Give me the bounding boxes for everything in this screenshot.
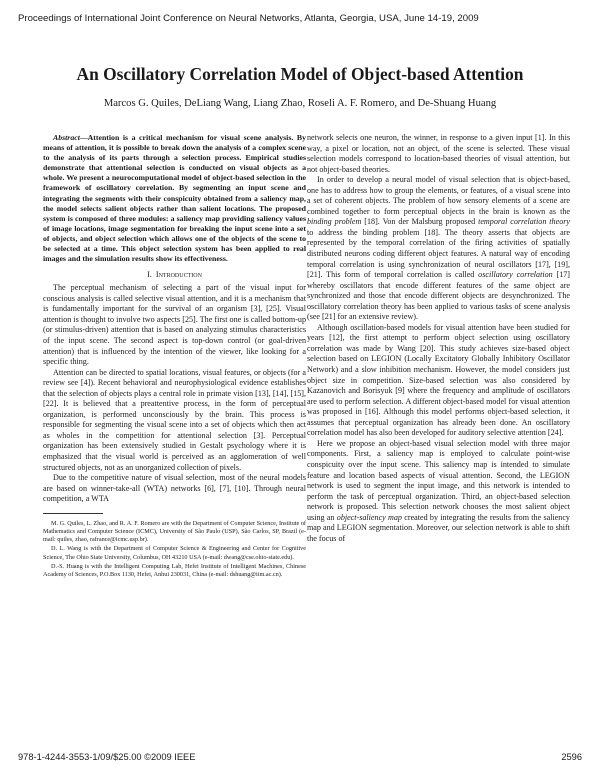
conference-header: Proceedings of International Joint Conference on Neural Networks, Atlanta, Georgia, USA, June 14-19, 2009 (18, 13, 479, 24)
section-heading-introduction (43, 270, 306, 279)
right-column (307, 133, 570, 544)
footnote: D.-S. Huang is with the Intelligent Computing Lab, Hefei Institute of Intelligent Machines, Chinese Academy of Sciences, P.O.Box 1130, Hefei, Anhui 230031, China (e-mail: dshuang@iim.ac.cn). (43, 562, 306, 578)
footnote: M. G. Quiles, L. Zhao, and R. A. F. Romero are with the Department of Computer Science, Institute of Mathematics and Computer Science (ICMC), University of São Paulo (USP), São Carlos, SP, Brazil (e-mail: quiles, zhao, rafrance@icmc.usp.br). (43, 519, 306, 544)
abstract (43, 133, 306, 264)
term-temporal-correlation: temporal correlation theory (478, 217, 570, 227)
section-title: Introduction (155, 270, 202, 280)
abstract-paragraph: Abstract—Attention is a critical mechanism for visual scene analysis. By means of attention, it is possible to break down the analysis of a complex scene to the analysis of its parts through a selection process. Empirical studies demonstrate that attentional selection is conducted on visual objects as a whole. We present a neurocomputational model of object-based selection in the framework of oscillatory correlation. By segmenting an input scene and integrating the segments with their conspicuity obtained from a saliency map, the model selects salient objects rather than salient locations. The proposed system is composed of three modules: a saliency map providing saliency values of image locations, image segmentation for breaking the input scene into a set of objects, and object selection which allows one of the objects of the scene to be selected at a time. This object selection system has been applied to real images and the simulation results show its effectiveness. (43, 133, 306, 264)
footnote: D. L. Wang is with the Department of Computer Science & Engineering and Center for Cognitive Science, The Ohio State University, Columbus, OH 43210 USA (e-mail: dwang@cse.ohio-state.edu). (43, 545, 306, 561)
page-number: 2596 (561, 752, 582, 762)
paper-title: An Oscillatory Correlation Model of Object-based Attention (76, 64, 524, 84)
term-oscillatory-correlation: oscillatory correlation (478, 270, 553, 280)
body-paragraph: network selects one neuron, the winner, in response to a given input [1]. In this way, a pixel or location, not an object, of the scene is selected. These visual selection models correspond to location-based theories of visual attention, but not object-based theories. (307, 133, 570, 174)
abstract-text: Attention is a critical mechanism for visual scene analysis. By means of attention, it is possible to break down the analysis of a complex scene to the analysis of its parts through a selection process. Empirical studies demonstrate that attentional selection is conducted on visual objects as a whole. We present a neurocomputational model of object-based selection in the framework of oscillatory correlation. By segmenting an input scene and integrating the segments with their conspicuity obtained from a saliency map, the model selects salient objects rather than salient locations. The proposed system is composed of three modules: a saliency map providing saliency values of image locations, image segmentation for breaking the input scene into a set of objects, and object selection which allows one of the objects of the scene to be selected at a time. This object selection system has been applied to real images and the simulation results show its effectiveness. (43, 133, 306, 264)
intro-paragraph: Attention can be directed to spatial locations, visual features, or objects (for a review see [4]). Recent behavioral and neurophysiological evidence establishes that the selection of objects plays a central role in primate vision [13], [14], [15], [22]. It is believed that a preattentive process, in the form of perceptual organization, is performed unconsciously by the brain. This process is responsible for segmenting the visual scene into a set of objects which then act as wholes in the competition for attentional selection [3]. Perceptual organization has been extensively studied in Gestalt psychology where it is emphasized that the visual world is perceived as an agglomeration of well structured objects, not as an unorganized collection of pixels. (43, 367, 306, 472)
term-binding-problem: binding problem (307, 217, 362, 227)
copyright-footer: 978-1-4244-3553-1/09/$25.00 ©2009 IEEE (18, 752, 196, 762)
author-list: Marcos G. Quiles, DeLiang Wang, Liang Zhao, Roseli A. F. Romero, and De-Shuang Huang (103, 98, 497, 109)
intro-paragraph: Due to the competitive nature of visual selection, most of the neural models are based on winner-take-all (WTA) networks [6], [7], [10]. Through neural competition, a WTA (43, 473, 306, 504)
section-number: I. (147, 270, 152, 280)
intro-paragraph: The perceptual mechanism of selecting a part of the visual input for conscious analysis is called selective visual attention, and it is a mechanism that is fundamentally important for the survival of an organism [3], [25]. Visual attention is thought to involve two aspects [25]. The first one is called bottom-up (or stimulus-driven) attention that is based on analyzing stimulus characteristics of the input scene. The second aspect is top-down control (or goal-driven attention) that is influenced by the intention of the viewer, like looking for a specific thing. (43, 283, 306, 367)
abstract-label: Abstract (53, 133, 80, 142)
term-object-saliency-map: object-saliency map (336, 512, 402, 522)
left-column (43, 133, 306, 579)
body-paragraph-binding: In order to develop a neural model of visual selection that is object-based, one has to address how to group the elements, or features, of a visual scene into a set of coherent objects. The problem of how sensory elements of a scene are combined together to form perceptual objects in the brain is known as the binding problem [18]. Von der Malsburg proposed temporal correlation theory to address the binding problem [18]. The theory asserts that objects are represented by the temporal correlation of the firing activities of spatially distributed neurons coding different object features. A natural way of encoding temporal correlation is using synchronization of neural oscillators [17], [19], [21]. This form of temporal correlation is called oscillatory correlation [17] whereby oscillators that encode different features of the same object are synchronized and those that encode different objects are desynchronized. The oscillatory correlation theory has been applied to various tasks of scene analysis (see [21] for an extensive review). (307, 175, 570, 322)
body-paragraph: Although oscillation-based models for visual attention have been studied for years [12], the first attempt to perform object selection using oscillatory correlation was made by Wang [20]. This study achieves size-based object selection based on LEGION (Locally Excitatory Globally Inhibitory Oscillator Network) and a slow inhibition mechanism. However, the model considers just object size in competition. Size-based selection was also considered by Kazanovich and Borisyuk [9] where the frequency and amplitude of oscillators are used to perform selection. A different object-based model for visual attention was proposed in [16]. Although this model performs object-based selection, it assumes that perceptual organization has already been done. An oscillatory correlation model has also been developed for auditory selective attention [24]. (307, 322, 570, 438)
footnote-rule (43, 513, 103, 514)
body-paragraph-proposal: Here we propose an object-based visual selection model with three major components. First, a saliency map is employed to calculate point-wise conspicuity over the input scene. This saliency map is intended to simulate feature and location based aspects of visual attention. Second, the LEGION network is used to segment the input image, and this network is intended to perform the task of perceptual organization. Third, an object-based selection network is proposed. This selection network chooses the most salient object using an object-saliency map created by integrating the results from the saliency map and LEGION segmentation. Moreover, our selection network is able to shift the focus of (307, 438, 570, 543)
footnotes (43, 520, 306, 579)
